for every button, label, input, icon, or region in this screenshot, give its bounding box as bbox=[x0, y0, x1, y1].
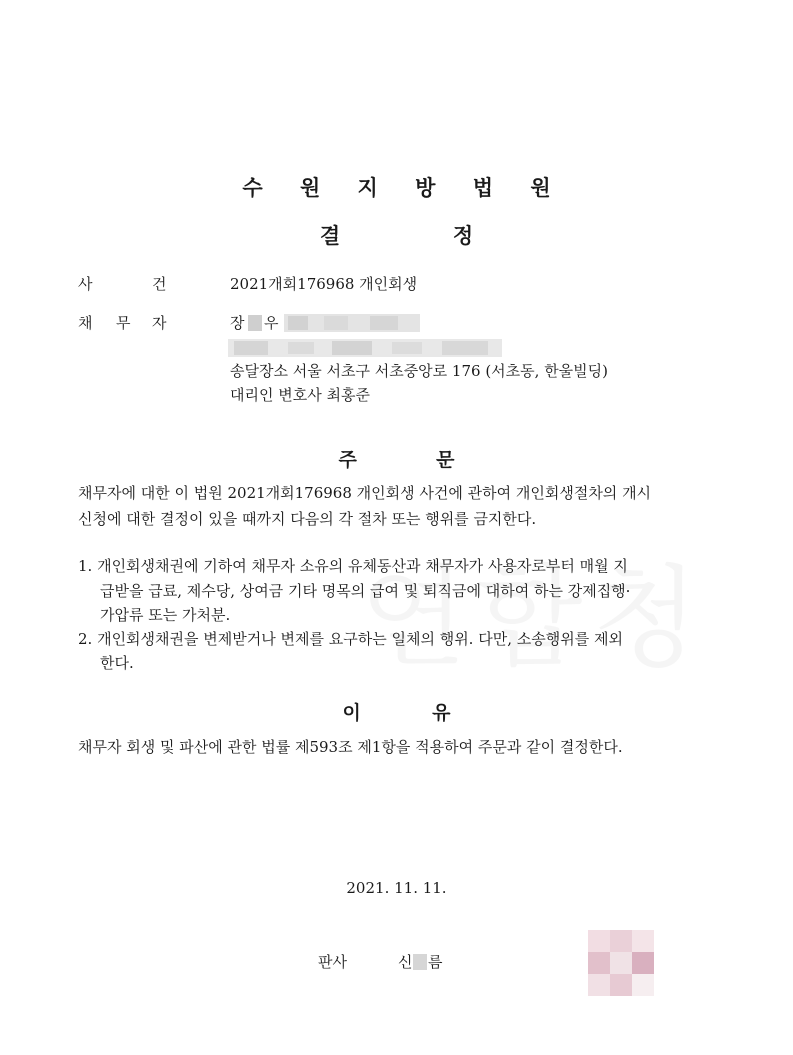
court-name: 수 원 지 방 법 원 bbox=[242, 176, 566, 200]
court-seal-blurred bbox=[588, 930, 654, 996]
document-kind bbox=[0, 220, 793, 250]
debtor-label-3: 자 bbox=[152, 314, 167, 332]
order-item-1-line-3: 가압류 또는 가처분. bbox=[100, 606, 231, 624]
agent-line: 대리인 변호사 최홍준 bbox=[230, 386, 370, 404]
redaction-block bbox=[413, 954, 427, 970]
redacted-address bbox=[228, 339, 502, 357]
order-item-1-line-2: 급받을 급료, 제수당, 상여금 기타 명목의 급여 및 퇴직금에 대하여 하는 강제집행· bbox=[100, 582, 631, 600]
reason-title-left: 이 bbox=[342, 702, 361, 724]
doc-kind-right: 정 bbox=[452, 224, 474, 248]
order-title bbox=[0, 445, 793, 472]
case-number: 2021개회176968 개인회생 bbox=[230, 275, 418, 293]
order-intro-line-1: 채무자에 대한 이 법원 2021개회176968 개인회생 사건에 관하여 개인회생절차의 개시 bbox=[78, 484, 652, 502]
judge-name-last: 름 bbox=[428, 953, 443, 971]
order-title-left: 주 bbox=[338, 449, 357, 471]
order-title-right: 문 bbox=[436, 449, 455, 471]
reason-text: 채무자 회생 및 파산에 관한 법률 제593조 제1항을 적용하여 주문과 같이 결정한다. bbox=[78, 738, 623, 756]
redaction-block bbox=[248, 315, 262, 331]
case-label-left: 사 bbox=[78, 275, 93, 293]
debtor-name-last: 우 bbox=[264, 314, 279, 332]
reason-title-right: 유 bbox=[432, 702, 451, 724]
redacted-id bbox=[284, 314, 420, 332]
decision-date: 2021. 11. 11. bbox=[346, 879, 447, 897]
judge-name-first: 신 bbox=[398, 953, 413, 971]
debtor-name-first: 장 bbox=[230, 314, 245, 332]
debtor-label-1: 채 bbox=[78, 314, 93, 332]
order-item-2-line-2: 한다. bbox=[100, 654, 134, 672]
reason-title bbox=[0, 698, 793, 725]
debtor-label-2: 무 bbox=[116, 314, 131, 332]
doc-kind-left: 결 bbox=[319, 224, 341, 248]
judge-title: 판사 bbox=[318, 953, 347, 971]
service-address: 송달장소 서울 서초구 서초중앙로 176 (서초동, 한울빌딩) bbox=[230, 362, 609, 380]
case-label-right: 건 bbox=[152, 275, 167, 293]
order-item-1-line-1: 1. 개인회생채권에 기하여 채무자 소유의 유체동산과 채무자가 사용자로부터 매월 지 bbox=[78, 557, 628, 575]
order-item-2-line-1: 2. 개인회생채권을 변제받거나 변제를 요구하는 일체의 행위. 다만, 소송행위를 제외 bbox=[78, 630, 623, 648]
order-intro-line-2: 신청에 대한 결정이 있을 때까지 다음의 각 절차 또는 행위를 금지한다. bbox=[78, 510, 537, 528]
